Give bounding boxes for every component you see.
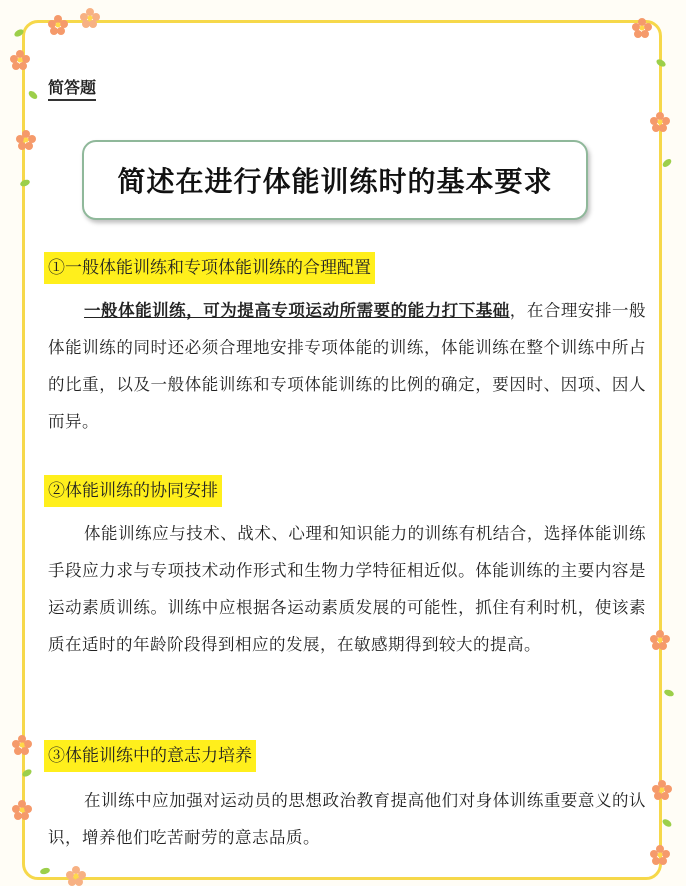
leaf-icon	[663, 688, 674, 697]
title-box	[82, 140, 588, 220]
page-title: 简述在进行体能训练时的基本要求	[117, 165, 553, 198]
body-text: ，在合理安排一般体能训练的同时还必须合理地安排专项体能的训练，体能训练在整个训练中所占的比重，以及一般体能训练和专项体能训练的比例的确定，要因时、因项、因人而异。	[48, 301, 646, 431]
category-label: 简答题	[48, 78, 96, 101]
flower-icon	[650, 845, 670, 865]
flower-icon	[650, 112, 670, 132]
section-heading-2: ②体能训练的协同安排	[44, 475, 222, 507]
section-body-1	[48, 292, 646, 440]
flower-icon	[16, 130, 36, 150]
section-heading-3: ③体能训练中的意志力培养	[44, 740, 256, 772]
section-body-2: 体能训练应与技术、战术、心理和知识能力的训练有机结合，选择体能训练手段应力求与专项技术动作形式和生物力学特征相近似。体能训练的主要内容是运动素质训练。训练中应根据各运动素质发展的可能性，抓住有利时机，使该素质在适时的年龄阶段得到相应的发展，在敏感期得到较大的提高。	[48, 524, 646, 654]
section-body-3: 在训练中应加强对运动员的思想政治教育提高他们对身体训练重要意义的认识，增养他们吃苦耐劳的意志品质。	[48, 791, 646, 847]
flower-icon	[632, 18, 652, 38]
flower-icon	[652, 780, 672, 800]
flower-icon	[48, 15, 68, 35]
leaf-icon	[661, 157, 673, 168]
flower-icon	[66, 866, 86, 886]
flower-icon	[80, 8, 100, 28]
flower-icon	[650, 630, 670, 650]
flower-icon	[12, 735, 32, 755]
leaf-icon	[661, 818, 673, 829]
section-heading-1: ①一般体能训练和专项体能训练的合理配置	[44, 252, 375, 284]
emphasis-text: 一般体能训练，可为提高专项运动所需要的能力打下基础	[84, 301, 510, 320]
flower-icon	[10, 50, 30, 70]
flower-icon	[12, 800, 32, 820]
